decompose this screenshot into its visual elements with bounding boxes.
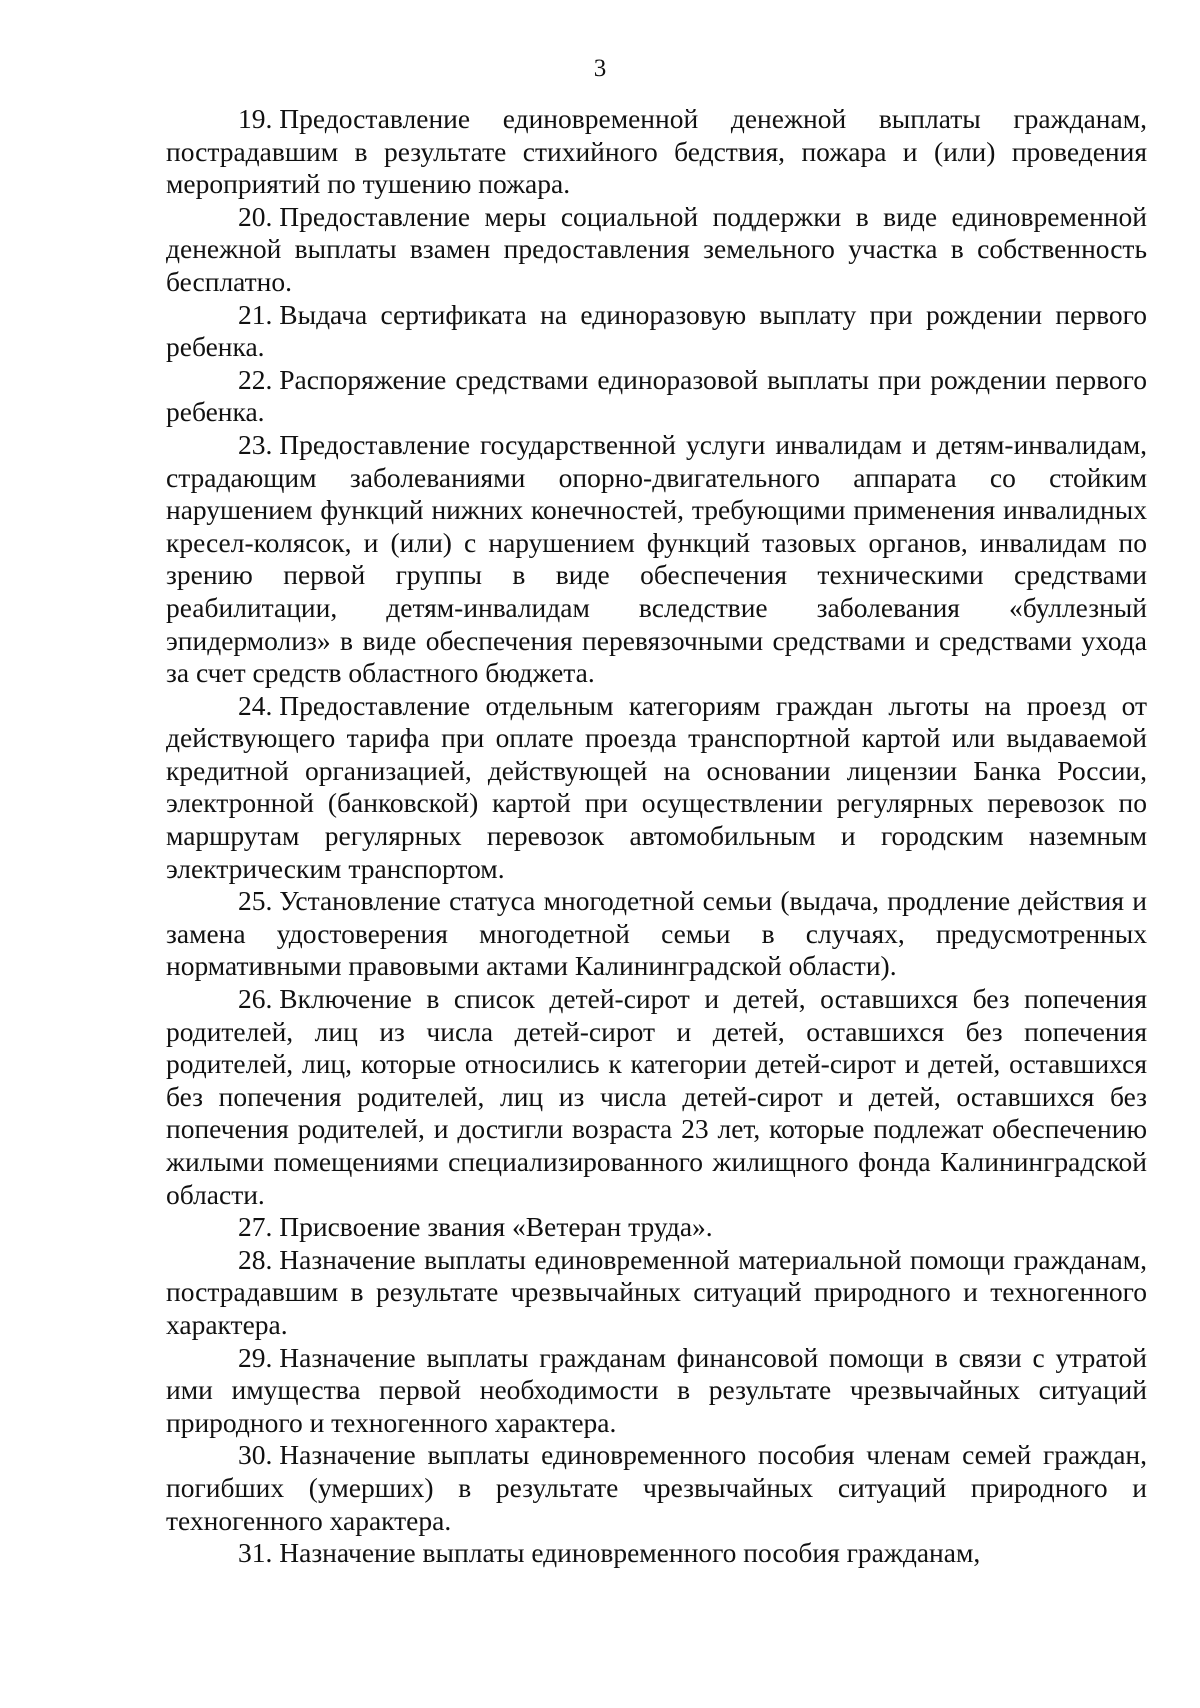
list-item — [166, 1439, 1147, 1537]
item-number: 30. — [238, 1439, 273, 1471]
item-number: 21. — [238, 298, 273, 330]
item-number: 22. — [238, 363, 273, 395]
list-item — [166, 364, 1147, 429]
list-item — [166, 201, 1147, 299]
item-number: 23. — [238, 428, 273, 460]
item-text: Предоставление государственной услуги инвалидам и детям-инвалидам, страдающим заболеваниями опорно-двигательного аппарата со стойким нарушением функций нижних конечностей, требующими применения инвалидных кресел-колясок, и (или) с нарушением функций тазовых органов, инвалидам по зрению первой группы в виде обеспечения техническими средствами реабилитации, детям-инвалидам вследствие заболевания «буллезный эпидермолиз» в виде обеспечения перевязочными средствами и средствами ухода за счет средств областного бюджета. — [166, 428, 1147, 689]
list-item — [166, 885, 1147, 983]
item-text: Установление статуса многодетной семьи (выдача, продление действия и замена удостоверения многодетной семьи в случаях, предусмотренных нормативными правовыми актами Калининградской области). — [166, 885, 1147, 982]
list-item — [166, 690, 1147, 886]
item-number: 20. — [238, 200, 273, 232]
item-number: 31. — [238, 1537, 273, 1569]
list-item — [166, 1211, 1147, 1244]
item-number: 25. — [238, 885, 273, 917]
item-number: 26. — [238, 983, 273, 1015]
list-item — [166, 1244, 1147, 1342]
item-text: Назначение выплаты единовременного пособия гражданам, — [279, 1537, 981, 1569]
list-item — [166, 1342, 1147, 1440]
item-number: 19. — [238, 103, 273, 134]
item-text: Присвоение звания «Ветеран труда». — [279, 1211, 713, 1243]
item-text: Включение в список детей-сирот и детей, оставшихся без попечения родителей, лиц из числа детей-сирот и детей, оставшихся без попечения родителей, лиц, которые относились к категории детей-сирот и детей, оставшихся без попечения родителей, лиц из числа детей-сирот и детей, оставшихся без попечения родителей, и достигли возраста 23 лет, которые подлежат обеспечению жилыми помещениями специализированного жилищного фонда Калининградской области. — [166, 983, 1147, 1210]
list-item — [166, 429, 1147, 690]
item-text: Предоставление единовременной денежной выплаты гражданам, пострадавшим в результате стихийного бедствия, пожара и (или) проведения мероприятий по тушению пожара. — [166, 103, 1147, 200]
item-number: 29. — [238, 1341, 273, 1373]
item-text: Предоставление меры социальной поддержки в виде единовременной денежной выплаты взамен предоставления земельного участка в собственность бесплатно. — [166, 200, 1147, 297]
list-item — [166, 103, 1147, 201]
item-text: Распоряжение средствами единоразовой выплаты при рождении первого ребенка. — [166, 363, 1147, 428]
list-item — [166, 299, 1147, 364]
item-number: 24. — [238, 689, 273, 721]
list-item — [166, 983, 1147, 1211]
item-text: Назначение выплаты единовременной материальной помощи гражданам, пострадавшим в результате чрезвычайных ситуаций природного и техногенного характера. — [166, 1243, 1147, 1340]
document-body — [166, 103, 1147, 1570]
list-item — [166, 1537, 1147, 1570]
item-number: 27. — [238, 1211, 273, 1243]
item-number: 28. — [238, 1243, 273, 1275]
item-text: Предоставление отдельным категориям граждан льготы на проезд от действующего тарифа при оплате проезда транспортной картой или выдаваемой кредитной организацией, действующей на основании лицензии Банка России, электронной (банковской) картой при осуществлении регулярных перевозок по маршрутам регулярных перевозок автомобильным и городским наземным электрическим транспортом. — [166, 689, 1147, 884]
item-text: Назначение выплаты единовременного пособия членам семей граждан, погибших (умерших) в результате чрезвычайных ситуаций природного и техногенного характера. — [166, 1439, 1147, 1536]
item-text: Выдача сертификата на единоразовую выплату при рождении первого ребенка. — [166, 298, 1147, 363]
page-number: 3 — [593, 55, 607, 82]
item-text: Назначение выплаты гражданам финансовой помощи в связи с утратой ими имущества первой необходимости в результате чрезвычайных ситуаций природного и техногенного характера. — [166, 1341, 1147, 1438]
